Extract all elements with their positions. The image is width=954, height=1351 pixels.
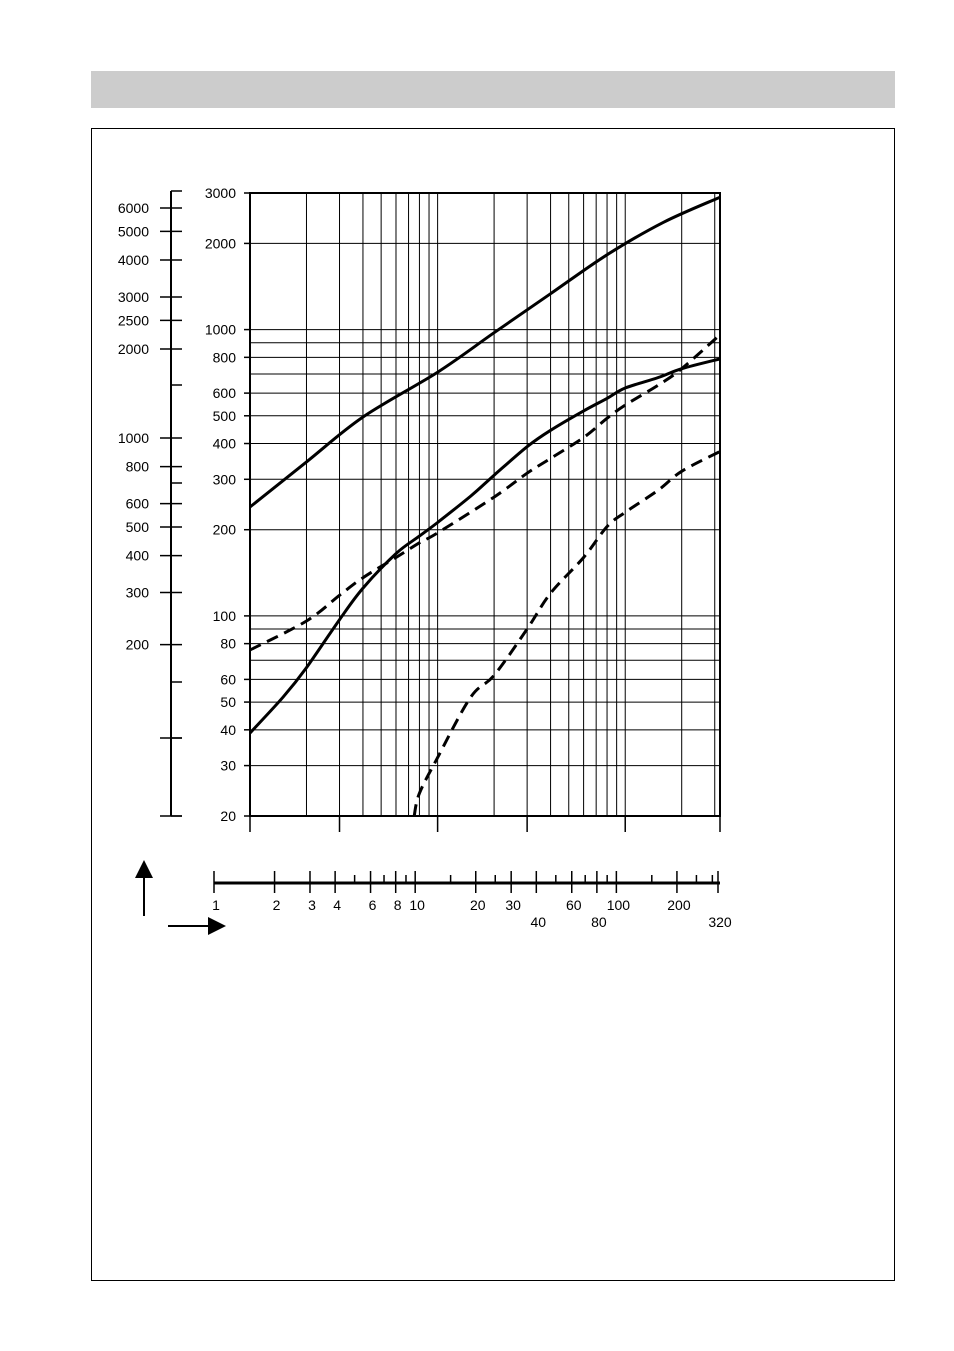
x-tick-label: 80 [591, 914, 607, 930]
x-tick-label: 30 [505, 897, 521, 913]
y2-tick-label: 6000 [117, 200, 149, 216]
y-tick-label: 300 [212, 471, 236, 488]
y2-tick-label: 5000 [117, 223, 149, 240]
axes [118, 185, 732, 935]
y-tick-label: 800 [212, 349, 236, 366]
y-tick-label: 2000 [204, 235, 236, 252]
y2-tick-label: 300 [125, 584, 149, 601]
y-tick-label: 50 [220, 694, 236, 711]
x-tick-label: 10 [409, 897, 425, 913]
x-tick-label: 320 [708, 914, 732, 930]
y2-tick-label: 600 [125, 495, 149, 512]
x-tick-label: 20 [469, 897, 486, 913]
x-tick-label: 8 [393, 897, 402, 913]
y-tick-label: 80 [220, 635, 236, 652]
x-tick-label: 3 [308, 897, 316, 913]
x-tick-label: 40 [530, 914, 547, 930]
y2-tick-label: 2000 [117, 341, 149, 358]
y2-tick-label: 3000 [117, 288, 149, 305]
series-layer [250, 197, 720, 816]
y2-tick-label: 1000 [117, 430, 149, 446]
x-tick-label: 2 [272, 897, 281, 913]
x-tick-label: 1 [212, 897, 220, 913]
y-tick-label: 600 [212, 385, 236, 402]
y-tick-label: 20 [220, 808, 236, 824]
y2-tick-label: 400 [125, 547, 149, 564]
x-tick-label: 200 [667, 897, 691, 913]
right-arrow-icon [208, 917, 226, 935]
y2-tick-label: 200 [125, 636, 149, 653]
x-tick-label: 100 [606, 897, 631, 913]
up-arrow-icon [135, 860, 153, 878]
y-tick-label: 400 [212, 435, 236, 452]
y2-tick-label: 800 [125, 458, 149, 475]
x-tick-label: 4 [333, 897, 342, 913]
y-tick-label: 60 [220, 671, 236, 688]
y-tick-label: 100 [212, 607, 236, 624]
series-line-2 [250, 359, 720, 733]
y-tick-label: 1000 [204, 321, 236, 338]
y2-tick-label: 2500 [117, 312, 149, 329]
series-line-3 [250, 335, 720, 650]
x-tick-label: 6 [368, 897, 377, 913]
y-tick-label: 40 [220, 721, 236, 738]
x-tick-label: 60 [565, 897, 582, 913]
y2-tick-label: 4000 [117, 252, 149, 269]
y2-tick-label: 500 [125, 518, 149, 535]
y-tick-label: 200 [212, 521, 236, 538]
y-tick-label: 30 [220, 757, 236, 774]
y-tick-label: 3000 [204, 185, 236, 201]
y-tick-label: 500 [212, 407, 236, 424]
